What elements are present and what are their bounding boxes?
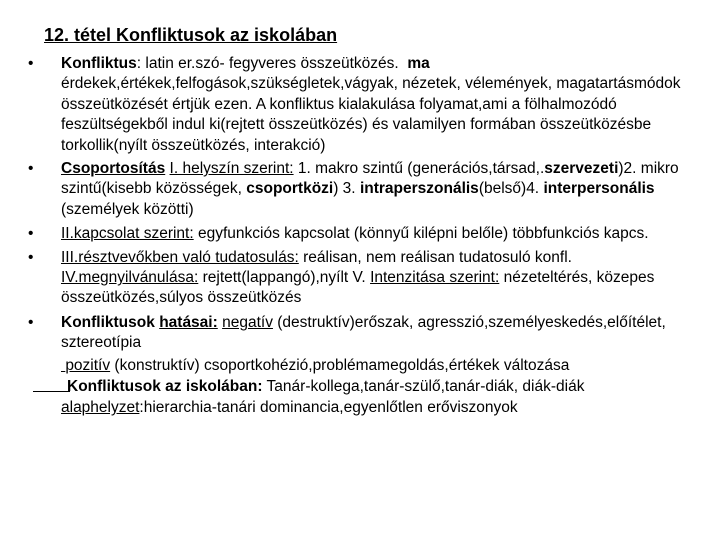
text: : latin er.szó- fegyveres összeütközés. <box>136 55 399 72</box>
text: (személyek közötti) <box>61 200 194 218</box>
term-iskolaban: Konfliktusok az iskolában: <box>67 378 263 396</box>
text: 1. makro szintű (generációs,társad,. <box>293 160 545 178</box>
alaphelyzet-line <box>28 398 708 418</box>
term-csoportositas: Csoportosítás <box>61 160 166 178</box>
term-ma: ma <box>407 55 430 72</box>
bullet-list <box>28 54 708 419</box>
label-pozitiv: pozitív <box>65 356 111 374</box>
label-megnyilvanulas: IV.megnyilvánulása: <box>61 269 199 287</box>
bullet-marker: • <box>28 225 34 243</box>
term-konfliktusok: Konfliktusok <box>61 313 155 331</box>
label-negativ: negatív <box>222 313 273 331</box>
label-helyszin: I. helyszín szerint: <box>169 160 294 178</box>
text: érdekek,értékek,felfogások,szükségletek,vágyak, nézetek, vélemények, magatartásmódok összeütközését értjük ezen. A konfliktus kialakulása folyamat,ami a fölhalmozódó feszültségekből indul ki(rejtett összeütközés) és valamilyen formában összeütközésbe torkollik(nyílt összeütközés, interakció) <box>61 75 681 154</box>
text: rejtett(lappangó),nyílt V. <box>198 269 366 287</box>
bullet-konfliktus <box>28 54 708 156</box>
text: (belső)4. <box>478 180 540 198</box>
label-kapcsolat: II.kapcsolat szerint: <box>61 225 194 243</box>
bullet-tudatosulas <box>28 248 708 309</box>
text: )2. mikro szintű(kisebb közösségek, <box>61 160 679 198</box>
text: (konstruktív) csoportkohézió,problémamegoldás,értékek változása <box>110 356 570 374</box>
bullet-kapcsolat <box>28 224 708 244</box>
term-csoportkozi: csoportközi <box>246 180 334 198</box>
text: ) 3. <box>333 180 356 198</box>
text: nézeteltérés, közepes összeütközés,súlyos összeütközés <box>61 269 655 307</box>
text: :hierarchia-tanári dominancia,egyenlőtlen erőviszonyok <box>139 399 518 417</box>
slide-title: 12. tétel Konfliktusok az iskolában <box>44 25 338 45</box>
text: reálisan, nem reálisan tudatosuló konfl. <box>298 248 572 266</box>
label-tudatosulas: III.résztvevőkben való tudatosulás: <box>61 248 299 266</box>
term-szervezeti: szervezeti <box>544 160 619 178</box>
bullet-marker: • <box>28 313 34 331</box>
term-konfliktus: Konfliktus <box>61 55 137 72</box>
text: egyfunkciós kapcsolat (könnyű kilépni belőle) többfunkciós kapcs. <box>193 225 649 243</box>
bullet-hatasok <box>28 313 708 354</box>
term-interpersonalis: interpersonális <box>543 180 655 198</box>
bullet-csoportositas <box>28 159 708 220</box>
label-alaphelyzet: alaphelyzet <box>61 399 140 417</box>
term-intraperszonalis: intraperszonális <box>359 180 479 198</box>
positive-effects-line <box>28 356 708 376</box>
bullet-marker: • <box>28 55 34 72</box>
bullet-marker: • <box>28 160 34 178</box>
label-intenzitas: Intenzitása szerint: <box>370 269 500 287</box>
bullet-marker: • <box>28 248 34 266</box>
text: (destruktív)erőszak, agresszió,személyeskedés,előítélet, sztereotípia <box>61 313 666 352</box>
school-conflicts-line <box>28 377 708 398</box>
text: Tanár-kollega,tanár-szülő,tanár-diák, diák-diák <box>262 378 585 396</box>
term-hatasai: hatásai: <box>159 313 218 331</box>
underline-rule <box>33 377 70 392</box>
